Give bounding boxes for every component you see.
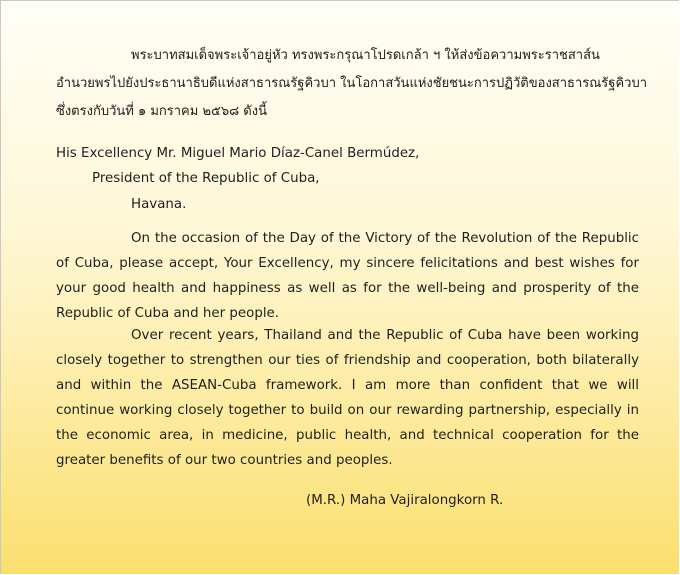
thai-header-line-2: อำนวยพรไปยังประธานาธิบดีแห่งสาธารณรัฐคิวบา ในโอกาสวันแห่งชัยชนะการปฏิวัติของสาธารณรัฐคิวบา (56, 76, 648, 91)
recipient-name: His Excellency Mr. Miguel Mario Díaz-Canel Bermúdez, (56, 146, 420, 161)
recipient-city: Havana. (131, 197, 187, 212)
message-paragraph-1: On the occasion of the Day of the Victory of the Revolution of the Republic of Cuba, please accept, Your Excellency, my sincere felicitations and best wishes for your good health and happiness as well as for the well-being and prosperity of the Republic of Cuba and her people. (56, 231, 639, 321)
royal-signature: (M.R.) Maha Vajiralongkorn R. (306, 493, 504, 508)
thai-header-line-1: พระบาทสมเด็จพระเจ้าอยู่หัว ทรงพระกรุณาโปรดเกล้า ฯ ให้ส่งข้อความพระราชสาส์น (131, 48, 600, 63)
recipient-title: President of the Republic of Cuba, (92, 171, 320, 186)
thai-header-line-3: ซึ่งตรงกับวันที่ ๑ มกราคม ๒๕๖๘ ดังนี้ (56, 104, 267, 119)
message-paragraph-2: Over recent years, Thailand and the Republic of Cuba have been working closely together to strengthen our ties of friendship and cooperation, both bilaterally and within the ASEAN-Cuba framework. I am more than confident that we will continue working closely together to build on our rewarding partnership, especially in the economic area, in medicine, public health, and technical cooperation for the greater benefits of our two countries and peoples. (56, 328, 639, 468)
